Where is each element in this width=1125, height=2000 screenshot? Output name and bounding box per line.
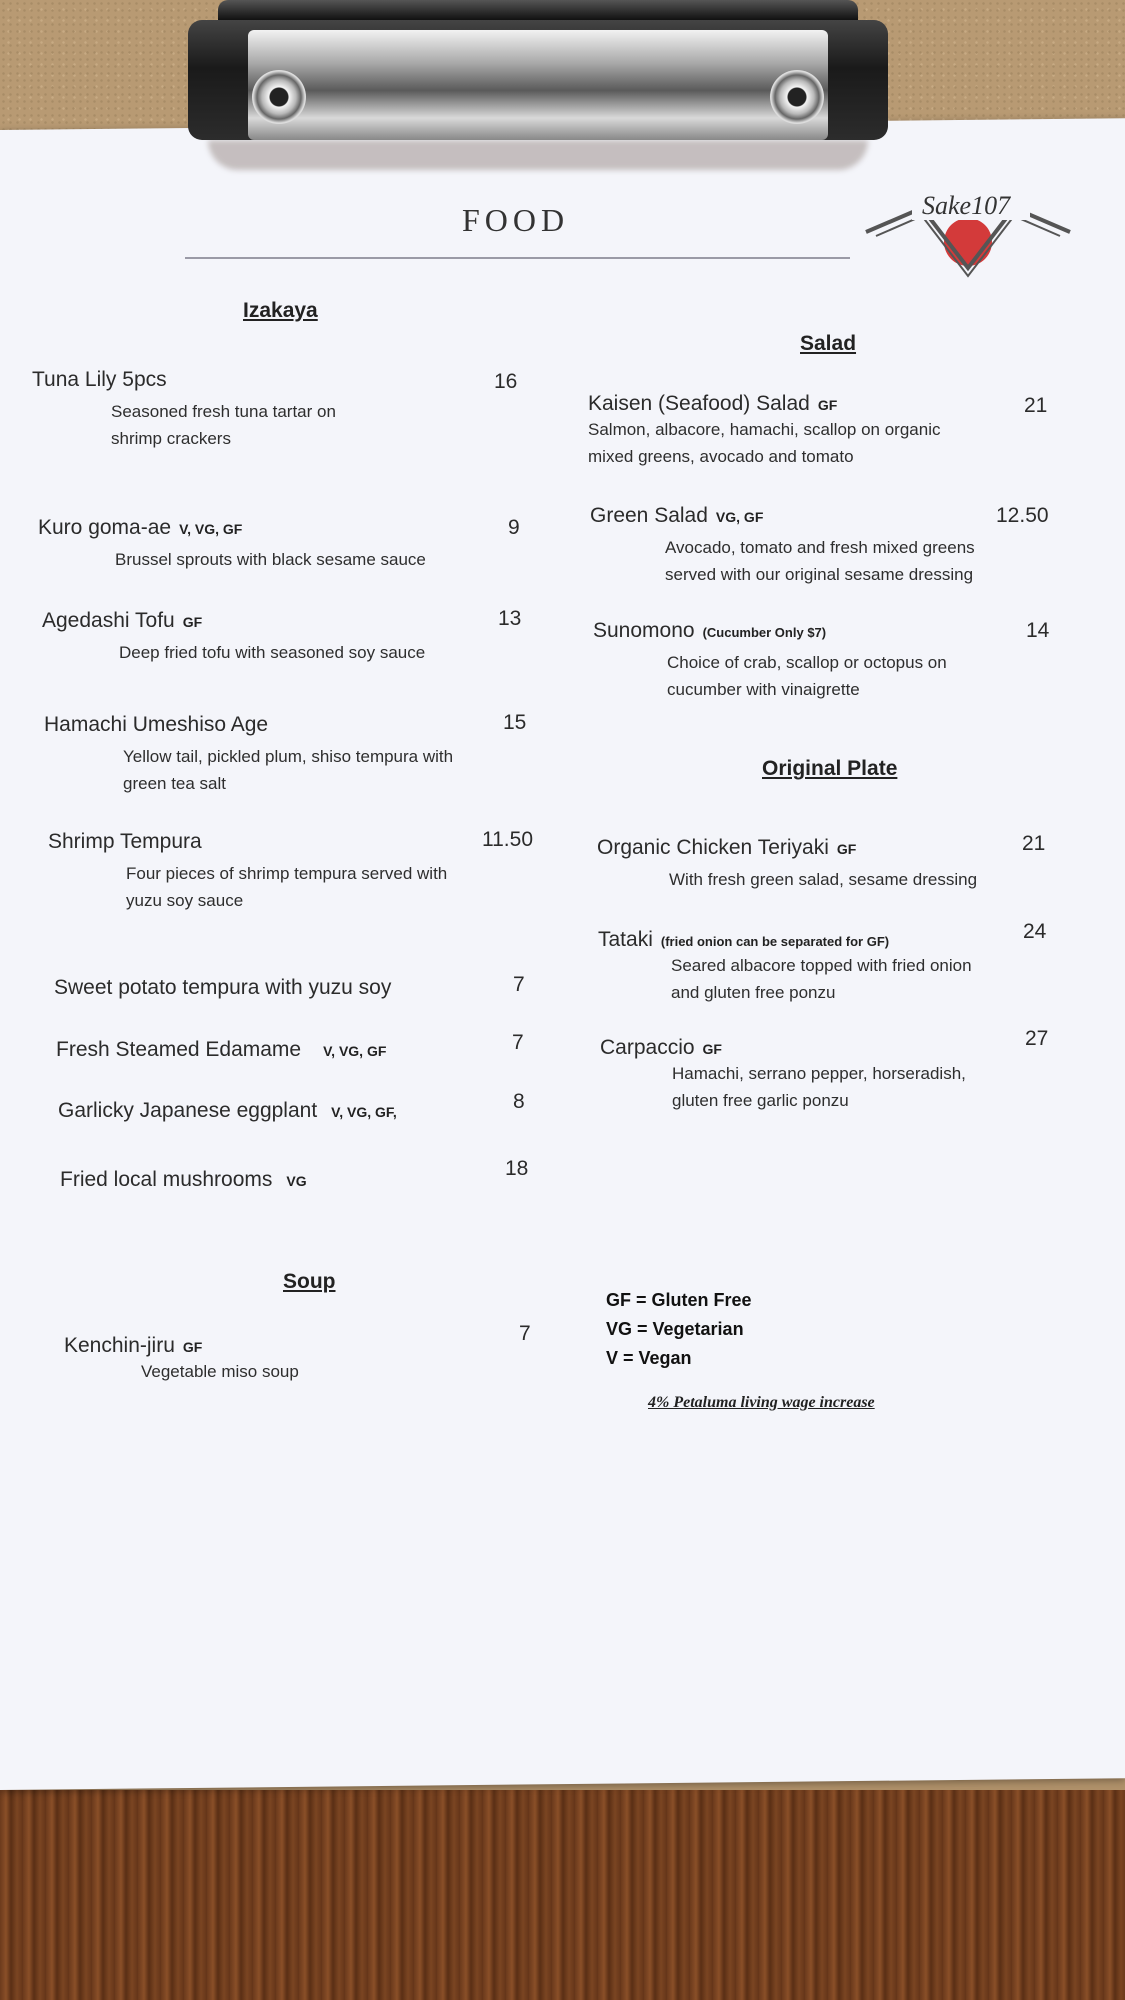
original-plate-heading: Original Plate: [762, 757, 898, 780]
item-description: Brussel sprouts with black sesame sauce: [115, 550, 426, 569]
item-price: 13: [498, 607, 522, 630]
dietary-tag: VG, GF: [715, 509, 764, 525]
item-name: Organic Chicken Teriyaki: [597, 836, 829, 859]
item-name: Sunomono: [593, 619, 695, 642]
dietary-tag: GF: [182, 614, 203, 630]
sake107-logo: [862, 190, 1074, 280]
item-name: Carpaccio: [600, 1036, 695, 1059]
item-description: Salmon, albacore, hamachi, scallop on organic: [588, 420, 941, 439]
menu-item: [48, 830, 447, 914]
menu-item: [597, 836, 977, 893]
item-price: 7: [512, 1031, 524, 1054]
dietary-legend: [606, 1286, 752, 1373]
item-description: Avocado, tomato and fresh mixed greens: [665, 538, 975, 557]
item-description: mixed greens, avocado and tomato: [588, 447, 854, 466]
clipboard-clip: [188, 0, 888, 165]
item-price: 11.50: [482, 828, 533, 851]
item-name: Hamachi Umeshiso Age: [44, 713, 269, 736]
izakaya-heading: Izakaya: [243, 299, 318, 322]
menu-item: [590, 504, 975, 588]
dietary-tag: (Cucumber Only $7): [702, 625, 827, 640]
dietary-tag: GF: [702, 1041, 722, 1057]
item-price: 7: [519, 1322, 531, 1345]
item-name: Kuro goma-ae: [38, 516, 172, 539]
item-price: 21: [1024, 394, 1048, 417]
item-name: Sweet potato tempura with yuzu soy: [54, 976, 392, 999]
legend-vegetarian: VG = Vegetarian: [606, 1319, 744, 1339]
item-price: 7: [513, 973, 525, 996]
item-price: 8: [513, 1090, 525, 1113]
item-price: 16: [494, 370, 518, 393]
item-price: 24: [1023, 920, 1047, 943]
item-description: cucumber with vinaigrette: [667, 680, 860, 699]
dietary-tag: GF: [817, 397, 838, 413]
menu-item: [44, 713, 453, 797]
menu-item: [600, 1036, 966, 1114]
item-description: and gluten free ponzu: [671, 983, 836, 1002]
menu-item: [64, 1334, 299, 1385]
dietary-tag: GF: [836, 841, 857, 857]
item-description: shrimp crackers: [111, 429, 231, 448]
item-description: Vegetable miso soup: [141, 1362, 299, 1381]
item-description: Four pieces of shrimp tempura served with: [126, 864, 448, 883]
item-name: Kenchin-jiru: [64, 1334, 175, 1357]
wooden-table: [0, 1790, 1125, 2000]
dietary-tag: (fried onion can be separated for GF): [660, 934, 890, 949]
item-description: served with our original sesame dressing: [665, 565, 974, 584]
item-name: Tataki: [598, 928, 653, 951]
item-description: gluten free garlic ponzu: [672, 1091, 849, 1110]
item-description: Choice of crab, scallop or octopus on: [667, 653, 947, 672]
item-price: 18: [505, 1157, 529, 1180]
menu-item: [32, 368, 336, 452]
item-description: Seared albacore topped with fried onion: [671, 956, 972, 975]
item-price: 21: [1022, 832, 1046, 855]
item-description: Hamachi, serrano pepper, horseradish,: [672, 1064, 966, 1083]
item-name: Fried local mushrooms: [60, 1168, 273, 1191]
svg-text:Sake107: Sake107: [922, 191, 1011, 220]
menu-item: [38, 516, 426, 573]
menu-item: [56, 1038, 386, 1062]
item-price: 14: [1026, 619, 1050, 642]
wage-increase-note: 4% Petaluma living wage increase: [648, 1394, 875, 1411]
item-name: Tuna Lily 5pcs: [32, 368, 167, 391]
legend-vegan: V = Vegan: [606, 1348, 692, 1368]
item-description: Seasoned fresh tuna tartar on: [111, 402, 336, 421]
item-price: 12.50: [996, 504, 1049, 527]
soup-heading: Soup: [283, 1270, 336, 1293]
dietary-tag: V, VG, GF: [179, 521, 243, 537]
menu-item: [42, 609, 425, 666]
item-price: 9: [508, 516, 520, 539]
dietary-tag: V, VG, GF: [323, 1043, 387, 1059]
item-description: Yellow tail, pickled plum, shiso tempura with: [123, 747, 454, 766]
salad-heading: Salad: [800, 332, 857, 355]
legend-gluten-free: GF = Gluten Free: [606, 1290, 752, 1310]
item-description: Deep fried tofu with seasoned soy sauce: [119, 643, 426, 662]
menu-title: FOOD: [462, 202, 570, 238]
menu-item: [60, 1168, 307, 1192]
dietary-tag: VG: [286, 1173, 307, 1189]
item-name: Garlicky Japanese eggplant: [58, 1099, 318, 1122]
item-description: With fresh green salad, sesame dressing: [669, 870, 978, 889]
item-price: 27: [1025, 1027, 1049, 1050]
item-name: Fresh Steamed Edamame: [56, 1038, 302, 1061]
dietary-tag: GF: [182, 1339, 203, 1355]
title-divider: [185, 257, 850, 259]
menu-item: [593, 619, 947, 703]
menu-item: [598, 928, 972, 1006]
item-price: 15: [503, 711, 527, 734]
item-description: yuzu soy sauce: [126, 891, 244, 910]
item-name: Kaisen (Seafood) Salad: [588, 392, 810, 415]
menu-item: [54, 976, 391, 1000]
item-name: Shrimp Tempura: [48, 830, 202, 853]
dietary-tag: V, VG, GF,: [331, 1104, 397, 1120]
item-description: green tea salt: [123, 774, 227, 793]
menu-item: [588, 392, 940, 470]
item-name: Agedashi Tofu: [42, 609, 175, 632]
menu-item: [58, 1099, 397, 1123]
item-name: Green Salad: [590, 504, 708, 527]
